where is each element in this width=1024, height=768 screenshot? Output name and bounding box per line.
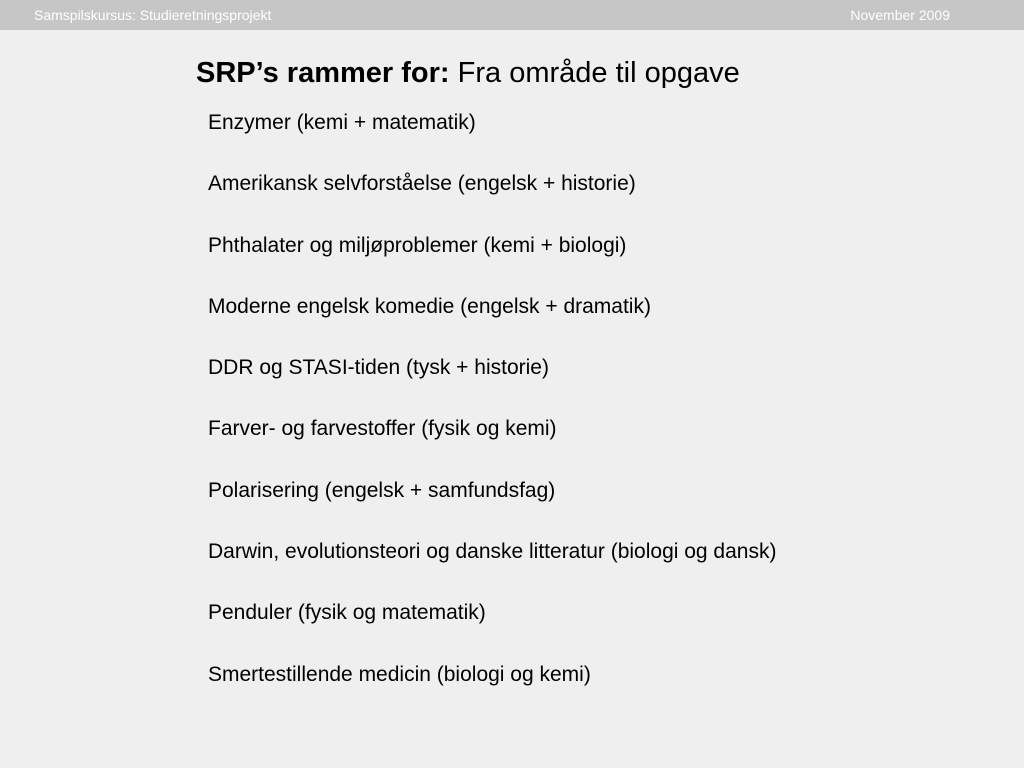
topic-list xyxy=(208,110,776,723)
course-name: Samspilskursus: Studieretningsprojekt xyxy=(34,7,272,23)
slide-title-bold: SRP’s rammer for: xyxy=(196,57,450,89)
topic-item: Darwin, evolutionsteori og danske litteratur (biologi og dansk) xyxy=(208,540,777,564)
date-label: November 2009 xyxy=(850,7,950,23)
topic-item: Penduler (fysik og matematik) xyxy=(208,601,486,625)
header-bar xyxy=(0,0,1024,30)
topic-item: DDR og STASI-tiden (tysk + historie) xyxy=(208,356,549,380)
slide-title-regular: Fra område til opgave xyxy=(457,57,740,89)
topic-item: Enzymer (kemi + matematik) xyxy=(208,111,476,134)
topic-item: Phthalater og miljøproblemer (kemi + biologi) xyxy=(208,233,627,257)
topic-item: Moderne engelsk komedie (engelsk + dramatik) xyxy=(208,294,651,318)
topic-item: Smertestillende medicin (biologi og kemi) xyxy=(208,662,591,686)
topic-item: Amerikansk selvforståelse (engelsk + historie) xyxy=(208,172,636,196)
topic-item: Polarisering (engelsk + samfundsfag) xyxy=(208,478,556,502)
topic-item: Farver- og farvestoffer (fysik og kemi) xyxy=(208,417,557,441)
slide-title xyxy=(196,55,740,91)
